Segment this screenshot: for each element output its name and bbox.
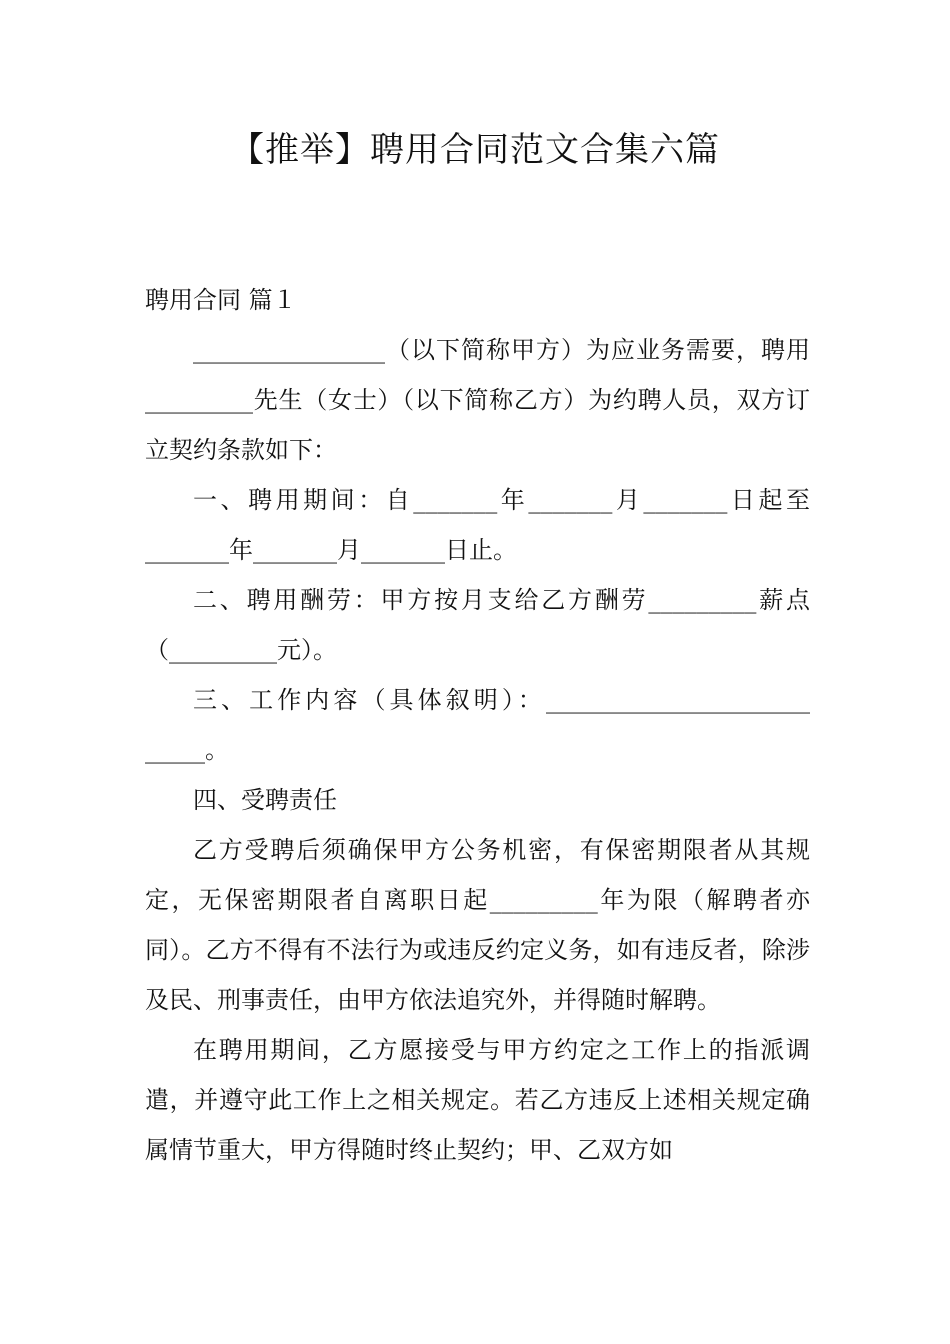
document-body bbox=[145, 275, 810, 1175]
paragraph-clause-1: 一、聘用期间：自_______年_______月_______日起至_______年_______月_______日止。 bbox=[145, 486, 810, 564]
paragraph-clause-3: 三、工作内容（具体叙明）：______________________ _____。 bbox=[145, 686, 810, 764]
document-title: 【推举】聘用合同范文合集六篇 bbox=[230, 130, 720, 170]
paragraph-clause-2: 二、聘用酬劳：甲方按月支给乙方酬劳_________薪点（_________元）。 bbox=[145, 586, 810, 664]
section-heading: 聘用合同 篇１ bbox=[145, 286, 297, 314]
paragraph-clause-4-heading: 四、受聘责任 bbox=[193, 786, 337, 814]
paragraph-intro: ________________（以下简称甲方）为应业务需要，聘用_________先生（女士）（以下简称乙方）为约聘人员，双方订立契约条款如下： bbox=[145, 336, 810, 464]
paragraph-assignment: 在聘用期间，乙方愿接受与甲方约定之工作上的指派调遣，并遵守此工作上之相关规定。若乙方违反上述相关规定确属情节重大，甲方得随时终止契约；甲、乙双方如 bbox=[145, 1036, 810, 1164]
paragraph-confidentiality: 乙方受聘后须确保甲方公务机密，有保密期限者从其规定，无保密期限者自离职日起_________年为限（解聘者亦同）。乙方不得有不法行为或违反约定义务，如有违反者，除涉及民、刑事责任，由甲方依法追究外，并得随时解聘。 bbox=[145, 836, 810, 1014]
